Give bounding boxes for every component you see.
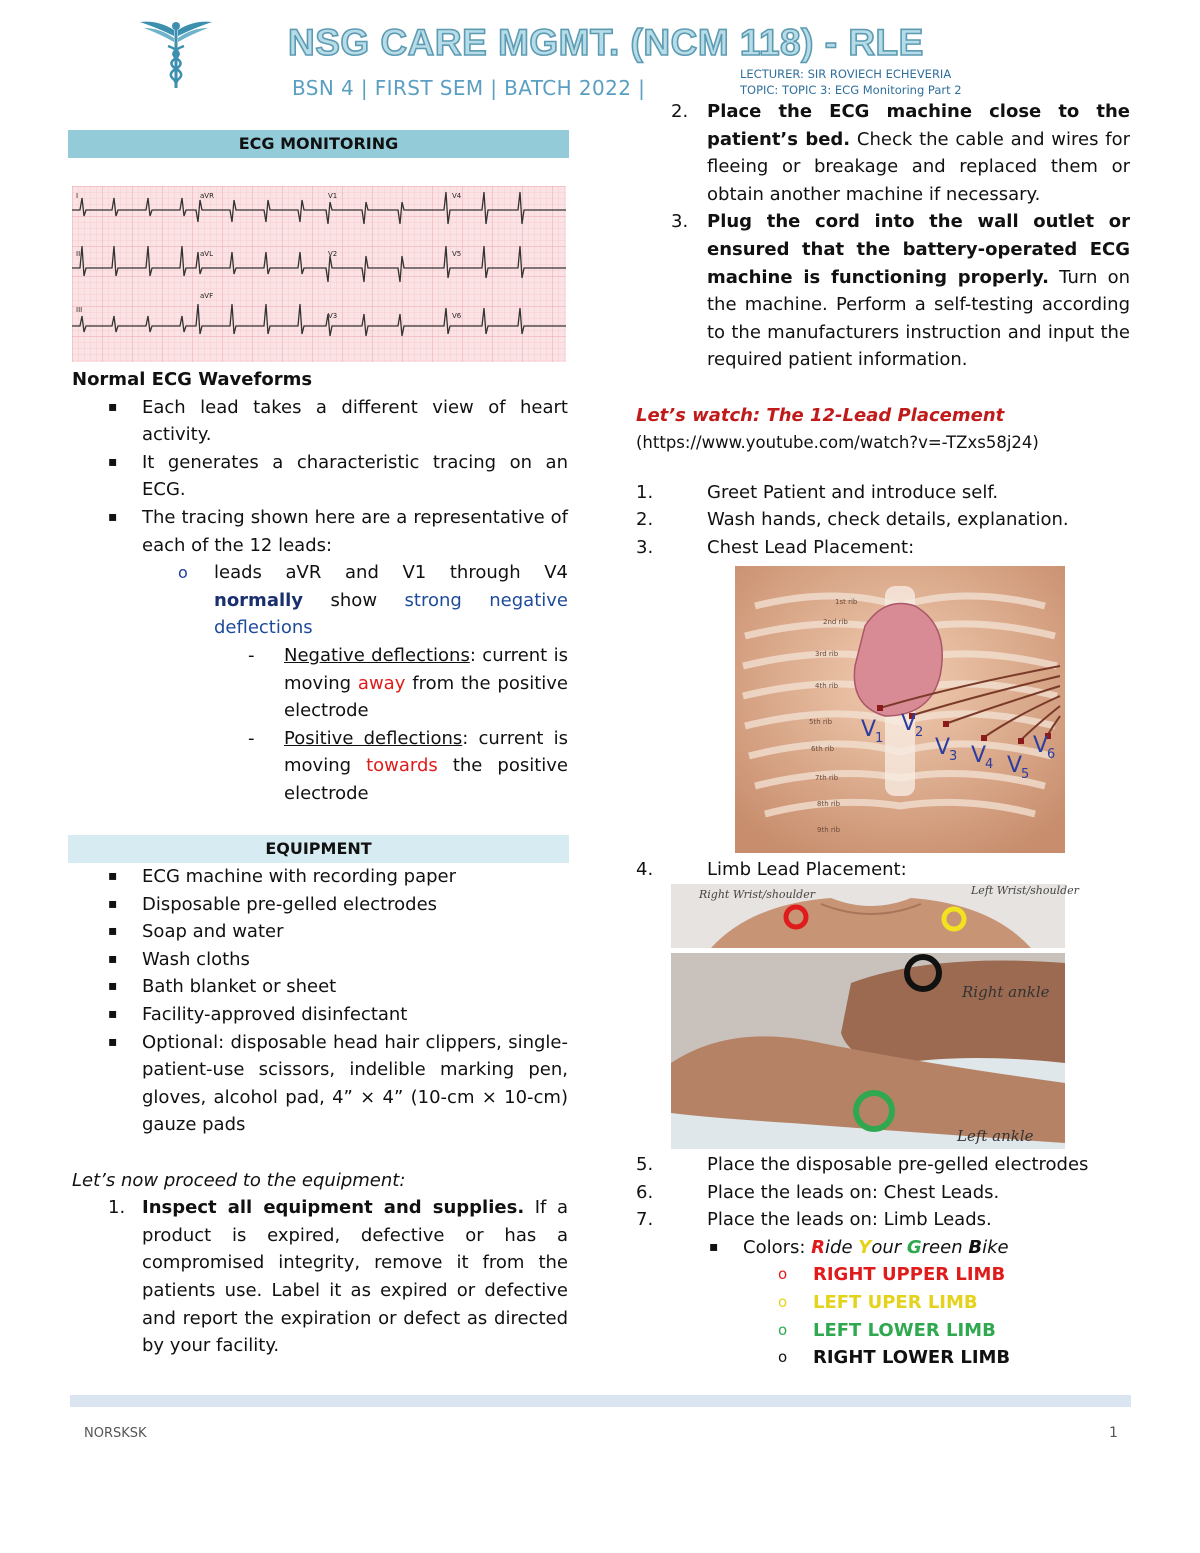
waveforms-list	[72, 394, 568, 808]
limb-color-item: o RIGHT UPPER LIMB	[636, 1261, 1130, 1289]
list-item: ▪ Each lead takes a different view of heart activity.	[72, 394, 568, 449]
sub-blue: strong negative deflections	[214, 589, 568, 639]
equipment-block	[72, 863, 568, 1360]
lead-label-v4: V4	[452, 192, 462, 200]
procedure-item	[636, 506, 1130, 534]
circle-bullet-icon: o	[778, 1320, 788, 1339]
sub-mid: show	[330, 589, 378, 611]
positive-post: the positive electrode	[284, 755, 568, 804]
caduceus-logo-icon	[138, 18, 214, 90]
procedure-item	[636, 856, 1130, 884]
lead-label-v3: V3	[328, 312, 338, 320]
document-subtitle: BSN 4 | FIRST SEM | BATCH 2022 |	[292, 76, 646, 100]
procedure-number: 5.	[636, 1154, 654, 1175]
right-column	[636, 98, 1130, 562]
step-number: 2.	[671, 101, 689, 122]
steps-list-left	[72, 1194, 568, 1360]
svg-text:3: 3	[949, 749, 958, 764]
left-column	[72, 366, 568, 808]
procedure-text: Limb Lead Placement:	[707, 859, 907, 880]
procedure-number: 4.	[636, 859, 654, 880]
step-item	[636, 208, 1130, 374]
lead-label-avf: aVF	[200, 292, 214, 300]
step-number: 1.	[108, 1197, 126, 1219]
lead-label-avr: aVR	[200, 192, 214, 200]
procedure-item	[636, 1179, 1130, 1207]
watch-title: Let’s watch: The 12-Lead Placement	[636, 404, 1005, 426]
procedure-item	[636, 1206, 1130, 1234]
rib-label: 2nd rib	[823, 618, 848, 626]
step-bold: Plug the cord into the wall outlet or ensured that the battery-operated ECG machine is functioning properly.	[707, 211, 1130, 288]
rib-label: 9th rib	[817, 826, 841, 834]
negative-term: Negative deflections	[284, 644, 470, 666]
step-text: Turn on the machine. Perform a self-testing according to the manufacturers instruction and input the required patient information.	[707, 266, 1131, 371]
lecturer-info	[740, 66, 962, 98]
list-item: ▪ Bath blanket or sheet	[72, 973, 568, 1001]
step-text: Check the cable and wires for fleeing or breakage and replaced them or obtain another machine if necessary.	[707, 128, 1130, 205]
lead-label-avl: aVL	[200, 250, 213, 258]
step-item	[636, 98, 1130, 208]
procedure-list	[636, 479, 1130, 562]
procedure-item	[636, 479, 1130, 507]
footer-author: NORSKSK	[84, 1426, 147, 1441]
rib-label: 6th rib	[811, 745, 835, 753]
lead-v2-label: V	[901, 711, 917, 736]
procedure-number: 7.	[636, 1209, 654, 1231]
lead-v3-label: V	[935, 735, 951, 760]
procedure-text: Place the leads on: Chest Leads.	[707, 1181, 1000, 1203]
rib-label: 4th rib	[815, 682, 839, 690]
left-ankle-label: Left ankle	[957, 1127, 1034, 1145]
step-number: 3.	[671, 211, 689, 233]
document-title: NSG CARE MGMT. (NCM 118) - RLE	[288, 22, 924, 63]
rib-label: 7th rib	[815, 774, 839, 782]
lead-label-iii: III	[76, 306, 83, 314]
procedure-number: 1.	[636, 481, 654, 503]
procedure-number: 2.	[636, 509, 654, 531]
list-item-negative	[72, 642, 568, 725]
rib-label: 3rd rib	[815, 650, 839, 658]
section-heading-equipment: EQUIPMENT	[68, 835, 569, 863]
rib-label: 8th rib	[817, 800, 841, 808]
procedure-number: 3.	[636, 536, 654, 558]
step-text: If a product is expired, defective or has a compromised integrity, remove it from the patients use. Label it as expired or defective and report the expiration or defect as directed by your facility.	[142, 1197, 569, 1357]
procedure-text: Place the disposable pre-gelled electrodes	[707, 1154, 1089, 1175]
mnemonic-text: Ride Your Green Bike	[811, 1236, 1009, 1258]
circle-bullet-icon: o	[778, 1348, 788, 1367]
list-item: ▪ The tracing shown here are a representative of each of the 12 leads:	[72, 504, 568, 559]
lead-label-v1: V1	[328, 192, 338, 200]
rib-label: 5th rib	[809, 718, 833, 726]
lead-v5-label: V	[1007, 753, 1023, 778]
ecg-strip-image	[72, 186, 566, 362]
circle-bullet-icon: o	[778, 1265, 788, 1284]
limb-color-item: o RIGHT LOWER LIMB	[636, 1344, 1130, 1372]
limb-color-item: o LEFT LOWER LIMB	[636, 1317, 1130, 1345]
list-item: ▪ It generates a characteristic tracing on an ECG.	[72, 449, 568, 504]
lead-label-v6: V6	[452, 312, 462, 320]
colors-label: Colors:	[743, 1236, 812, 1258]
lead-v4-label: V	[971, 743, 987, 768]
video-link[interactable]: (https://www.youtube.com/watch?v=-TZxs58j24)	[636, 433, 1039, 453]
svg-text:2: 2	[915, 725, 924, 740]
list-item: ▪ Wash cloths	[72, 946, 568, 974]
positive-term: Positive deflections	[284, 727, 463, 749]
equipment-list	[72, 863, 568, 1139]
negative-away: away	[357, 672, 406, 694]
procedure-text: Chest Lead Placement:	[707, 536, 915, 558]
proceed-text: Let’s now proceed to the equipment:	[72, 1169, 406, 1191]
topic-name: TOPIC: TOPIC 3: ECG Monitoring Part 2	[740, 83, 962, 97]
sub-text: leads aVR and V1 through V4	[214, 562, 568, 584]
circle-bullet-icon: o	[778, 1292, 788, 1311]
right-wrist-label: Right Wrist/shoulder	[699, 888, 815, 901]
step-item	[72, 1194, 568, 1360]
svg-text:1: 1	[875, 731, 884, 746]
step-bold: Inspect all equipment and supplies.	[142, 1197, 525, 1219]
footer-bar	[70, 1395, 1131, 1407]
list-item: ▪ ECG machine with recording paper	[72, 863, 568, 891]
lead-label-i: I	[76, 192, 79, 200]
procedure-item	[636, 534, 1130, 562]
procedure-text: Place the leads on: Limb Leads.	[707, 1209, 992, 1231]
chest-lead-placement-image	[735, 566, 1065, 853]
square-bullet-icon: ▪	[709, 1238, 719, 1255]
circle-bullet-icon: o	[178, 563, 188, 583]
right-ankle-label: Right ankle	[962, 983, 1050, 1001]
section-heading-ecg-monitoring: ECG MONITORING	[68, 130, 569, 158]
lead-label-v2: V2	[328, 250, 338, 258]
positive-towards: towards	[366, 755, 438, 777]
waveforms-heading: Normal ECG Waveforms	[72, 369, 313, 390]
positive-pre: : current is moving	[284, 727, 568, 777]
limb-ankle-image	[671, 953, 1065, 1149]
lead-v6-label: V	[1033, 733, 1049, 758]
procedure-tail	[636, 1151, 1130, 1372]
dash-bullet-icon: -	[248, 727, 255, 749]
lecturer-name: LECTURER: SIR ROVIECH ECHEVERIA	[740, 67, 952, 81]
svg-text:4: 4	[985, 757, 994, 772]
list-item: ▪ Facility-approved disinfectant	[72, 1001, 568, 1029]
list-item-positive	[72, 725, 568, 808]
left-wrist-label: Left Wrist/shoulder	[971, 884, 1079, 897]
limb-color-item: o LEFT UPER LIMB	[636, 1289, 1130, 1317]
list-item: ▪ Disposable pre-gelled electrodes	[72, 891, 568, 919]
steps-list-right	[636, 98, 1130, 374]
svg-text:6: 6	[1047, 747, 1056, 762]
lead-label-ii: II	[76, 250, 81, 258]
procedure-text: Greet Patient and introduce self.	[707, 481, 999, 503]
step-bold: Place the ECG machine close to the patient’s bed.	[707, 101, 1130, 150]
lead-label-v5: V5	[452, 250, 462, 258]
svg-text:5: 5	[1021, 767, 1030, 782]
lead-v1-label: V	[861, 717, 877, 742]
colors-mnemonic	[636, 1234, 1130, 1262]
sub-bold: normally	[214, 589, 304, 611]
list-item-deflections	[72, 559, 568, 642]
procedure-item	[636, 1151, 1130, 1179]
procedure-text: Wash hands, check details, explanation.	[707, 509, 1069, 531]
list-item: ▪ Soap and water	[72, 918, 568, 946]
procedure-number: 6.	[636, 1181, 654, 1203]
page-number: 1	[1109, 1425, 1118, 1441]
negative-pre: : current is moving	[284, 644, 568, 694]
negative-post: from the positive electrode	[284, 672, 568, 722]
rib-label: 1st rib	[835, 598, 858, 606]
list-item: ▪ Optional: disposable head hair clippers, single-patient-use scissors, indelible marking pen, gloves, alcohol pad, 4” × 4” (10-cm × 10-cm) gauze pads	[72, 1029, 568, 1139]
dash-bullet-icon: -	[248, 644, 255, 666]
limb-shoulder-image	[671, 884, 1079, 948]
